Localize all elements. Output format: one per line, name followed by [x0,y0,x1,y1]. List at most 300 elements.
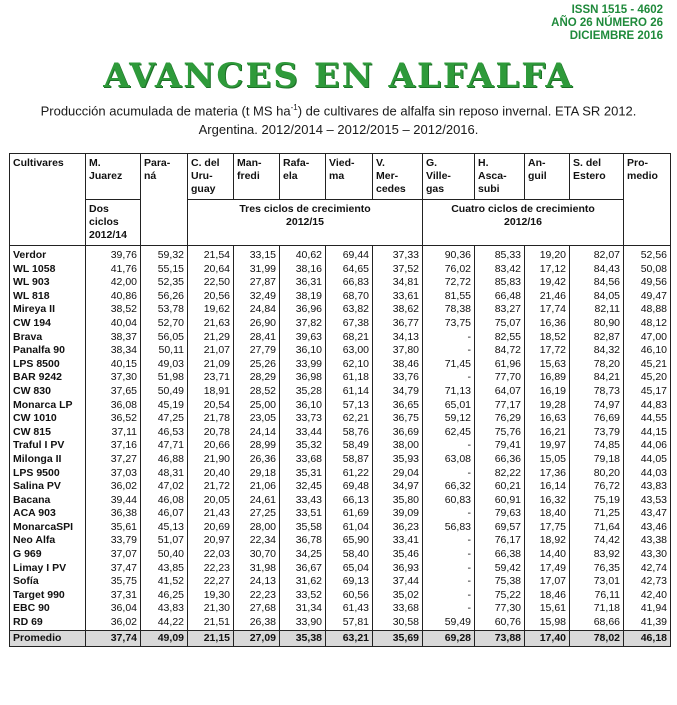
cultivar-name: Brava [10,331,86,345]
table-cell: 74,42 [570,534,624,548]
table-row [10,562,671,576]
table-row [10,303,671,317]
table-cell: 49,56 [624,276,671,290]
col-s-del-estero: S. del Estero [570,154,624,200]
table-cell: 19,28 [525,399,570,413]
table-cell: 37,74 [86,630,141,647]
table-header [10,154,671,246]
table-cell: 36,75 [373,412,423,426]
table-cell: 44,55 [624,412,671,426]
table-cell: 82,07 [570,246,624,263]
table-row [10,331,671,345]
table-cell: 27,79 [234,344,280,358]
table-cell: 34,97 [373,480,423,494]
table-cell: 60,83 [423,494,475,508]
table-cell: 79,18 [570,453,624,467]
table-cell: 32,49 [234,290,280,304]
table-cell: 76,72 [570,480,624,494]
table-cell: 41,52 [141,575,188,589]
table-cell: 39,09 [373,507,423,521]
table-cell: 75,76 [475,426,525,440]
table-cell: 38,46 [373,358,423,372]
table-row [10,276,671,290]
date-label: DICIEMBRE 2016 [569,30,663,42]
table-cell: 71,18 [570,602,624,616]
table-cell: 73,01 [570,575,624,589]
table-cell: 46,18 [624,630,671,647]
table-cell: 74,85 [570,439,624,453]
cultivar-name: Limay I PV [10,562,86,576]
table-cell: 25,26 [234,358,280,372]
table-cell: 28,52 [234,385,280,399]
table-cell: 21,29 [188,331,234,345]
table-cell: 21,06 [234,480,280,494]
table-cell: 59,32 [141,246,188,263]
table-cell: 36,52 [86,412,141,426]
table-cell: 32,45 [280,480,326,494]
table-cell: 82,22 [475,467,525,481]
table-cell: 17,72 [525,344,570,358]
table-cell: 46,10 [624,344,671,358]
table-cell: 18,46 [525,589,570,603]
table-cell: 36,96 [280,303,326,317]
cultivar-name: Bacana [10,494,86,508]
table-cell: 19,62 [188,303,234,317]
table-cell: 16,63 [525,412,570,426]
table-cell: 37,31 [86,589,141,603]
table-cell: 20,69 [188,521,234,535]
table-cell: 28,29 [234,371,280,385]
table-cell: 16,21 [525,426,570,440]
table-cell: 46,25 [141,589,188,603]
table-cell: - [423,562,475,576]
table-cell: 60,76 [475,616,525,630]
table-cell: 66,32 [423,480,475,494]
table-cell: 36,10 [280,344,326,358]
publication-title: AVANCES EN ALFALFA [103,56,574,96]
table-cell: 60,91 [475,494,525,508]
table-cell: 36,67 [280,562,326,576]
table-cell: 22,23 [234,589,280,603]
table-cell: 35,75 [86,575,141,589]
table-cell: 33,79 [86,534,141,548]
table-cell: 43,83 [141,602,188,616]
table-cell: 63,00 [326,344,373,358]
table-cell: 78,38 [423,303,475,317]
cultivar-name: CW 1010 [10,412,86,426]
table-cell: 77,17 [475,399,525,413]
table-cell: 61,69 [326,507,373,521]
table-cell: 52,35 [141,276,188,290]
table-cell: 21,72 [188,480,234,494]
table-cell: 45,13 [141,521,188,535]
table-cell: 17,07 [525,575,570,589]
table-cell: 24,14 [234,426,280,440]
table-row [10,467,671,481]
table-cell: 77,30 [475,602,525,616]
table-cell: 82,87 [570,331,624,345]
table-row [10,453,671,467]
table-cell: 18,52 [525,331,570,345]
table-cell: 31,34 [280,602,326,616]
table-cell: 44,22 [141,616,188,630]
table-cell: 73,88 [475,630,525,647]
table-cell: 28,99 [234,439,280,453]
table-cell: 37,27 [86,453,141,467]
table-cell: 16,19 [525,385,570,399]
table-cell: 40,04 [86,317,141,331]
masthead-info [551,4,663,43]
table-cell: 20,56 [188,290,234,304]
subheader-tres-ciclos: Tres ciclos de crecimiento 2012/15 [188,200,423,246]
table-cell: 31,99 [234,263,280,277]
table-cell: 21,78 [188,412,234,426]
table-cell: 46,07 [141,507,188,521]
table-cell: 38,37 [86,331,141,345]
table-cell: 36,04 [86,602,141,616]
caption-text-a: Producción acumulada de materia (t MS ha [40,103,291,119]
table-cell: 74,97 [570,399,624,413]
table-cell: 56,83 [423,521,475,535]
table-cell: - [423,331,475,345]
table-body [10,246,671,647]
table-cell: 38,52 [86,303,141,317]
table-row [10,358,671,372]
col-m-juarez: M. Juarez [86,154,141,200]
table-cell: 23,05 [234,412,280,426]
table-cell: 18,40 [525,507,570,521]
subheader-cuatro-ciclos: Cuatro ciclos de crecimiento 2012/16 [423,200,624,246]
table-cell: 33,15 [234,246,280,263]
header-row [10,154,671,200]
table-cell: 75,19 [570,494,624,508]
table-cell: 16,14 [525,480,570,494]
table-cell: 29,04 [373,467,423,481]
table-cell: 42,00 [86,276,141,290]
table-cell: 20,66 [188,439,234,453]
table-cell: 36,98 [280,371,326,385]
table-cell: 28,00 [234,521,280,535]
table-row [10,290,671,304]
table-cell: 49,47 [624,290,671,304]
table-cell: 15,05 [525,453,570,467]
table-cell: - [423,534,475,548]
table-cell: 33,52 [280,589,326,603]
table-caption [8,98,669,139]
table-cell: - [423,575,475,589]
table-cell: 33,76 [373,371,423,385]
table-cell: 27,25 [234,507,280,521]
table-cell: 41,76 [86,263,141,277]
table-row [10,548,671,562]
table-cell: 37,30 [86,371,141,385]
table-cell: 79,41 [475,439,525,453]
table-cell: 36,10 [280,399,326,413]
table-cell: 61,96 [475,358,525,372]
table-cell: 84,21 [570,371,624,385]
caption-superscript: -1 [290,103,298,112]
table-cell: 36,69 [373,426,423,440]
cultivar-name: Monarca LP [10,399,86,413]
cultivar-name: MonarcaSPI [10,521,86,535]
cultivar-name: Verdor [10,246,86,263]
table-cell: 35,46 [373,548,423,562]
table-cell: - [423,507,475,521]
table-cell: 33,51 [280,507,326,521]
table-cell: 61,18 [326,371,373,385]
table-row [10,412,671,426]
table-cell: 33,73 [280,412,326,426]
table-cell: 44,83 [624,399,671,413]
table-cell: 38,00 [373,439,423,453]
table-cell: 27,68 [234,602,280,616]
table-row [10,534,671,548]
table-cell: 21,51 [188,616,234,630]
table-cell: 22,03 [188,548,234,562]
table-cell: 51,07 [141,534,188,548]
caption-line-2: Argentina. 2012/2014 – 2012/2015 – 2012/2016. [198,122,479,138]
table-cell: 76,17 [475,534,525,548]
cultivar-name: Sofía [10,575,86,589]
table-cell: 20,97 [188,534,234,548]
subheader-dos-ciclos: Dos ciclos 2012/14 [86,200,141,246]
table-cell: 43,46 [624,521,671,535]
cultivar-name: G 969 [10,548,86,562]
caption-text-b: ) de cultivares de alfalfa sin reposo invernal. ETA SR 2012. [297,103,637,119]
table-cell: 59,42 [475,562,525,576]
cultivar-name: WL 818 [10,290,86,304]
table-cell: 59,12 [423,412,475,426]
table-cell: 33,90 [280,616,326,630]
table-cell: 40,15 [86,358,141,372]
table-cell: 21,30 [188,602,234,616]
table-cell: 18,92 [525,534,570,548]
table-cell: 62,21 [326,412,373,426]
table-cell: - [423,467,475,481]
table-cell: 50,49 [141,385,188,399]
table-cell: 21,90 [188,453,234,467]
table-cell: 26,36 [234,453,280,467]
table-cell: 84,05 [570,290,624,304]
table-cell: 37,16 [86,439,141,453]
table-cell: 17,75 [525,521,570,535]
table-cell: 51,98 [141,371,188,385]
table-cell: 45,21 [624,358,671,372]
table-cell: 48,31 [141,467,188,481]
table-cell: 37,33 [373,246,423,263]
table-cell: 28,41 [234,331,280,345]
table-cell: 19,30 [188,589,234,603]
table-row [10,399,671,413]
table-cell: 33,68 [373,602,423,616]
table-cell: 45,20 [624,371,671,385]
table-cell: 16,36 [525,317,570,331]
table-cell: 22,27 [188,575,234,589]
table-cell: 61,14 [326,385,373,399]
subheader-row [10,200,671,246]
table-cell: 17,12 [525,263,570,277]
table-cell: 39,44 [86,494,141,508]
table-cell: 68,66 [570,616,624,630]
table-cell: 69,13 [326,575,373,589]
table-cell: 37,47 [86,562,141,576]
col-cultivares: Cultivares [10,154,86,246]
table-cell: 34,79 [373,385,423,399]
table-cell: 24,61 [234,494,280,508]
table-cell: 60,56 [326,589,373,603]
table-cell: 31,98 [234,562,280,576]
table-cell: 69,28 [423,630,475,647]
table-cell: 43,83 [624,480,671,494]
table-cell: 38,34 [86,344,141,358]
table-cell: 48,12 [624,317,671,331]
table-cell: 52,56 [624,246,671,263]
table-cell: 38,19 [280,290,326,304]
production-table [9,153,671,647]
cultivar-name: RD 69 [10,616,86,630]
table-cell: 61,04 [326,521,373,535]
table-cell: 47,02 [141,480,188,494]
table-cell: 56,26 [141,290,188,304]
table-cell: 83,27 [475,303,525,317]
table-cell: 36,78 [280,534,326,548]
table-cell: 76,02 [423,263,475,277]
table-cell: 71,45 [423,358,475,372]
table-cell: 71,13 [423,385,475,399]
table-cell: 20,40 [188,467,234,481]
table-cell: 34,81 [373,276,423,290]
table-cell: 37,80 [373,344,423,358]
table-cell: 30,70 [234,548,280,562]
table-cell: 44,05 [624,453,671,467]
table-cell: 50,11 [141,344,188,358]
table-cell: 66,13 [326,494,373,508]
table-cell: 46,53 [141,426,188,440]
cultivar-name: LPS 9500 [10,467,86,481]
col-anguil: An- guil [525,154,570,200]
table-cell: 47,71 [141,439,188,453]
cultivar-name: Salina PV [10,480,86,494]
table-cell: 84,43 [570,263,624,277]
table-cell: 37,11 [86,426,141,440]
cultivar-name: Promedio [10,630,86,647]
table-cell: 62,10 [326,358,373,372]
table-cell: 31,62 [280,575,326,589]
table-cell: 83,42 [475,263,525,277]
table-cell: 57,13 [326,399,373,413]
table-row [10,616,671,630]
table-cell: 64,07 [475,385,525,399]
table-cell: 33,44 [280,426,326,440]
table-cell: 44,03 [624,467,671,481]
cultivar-name: Neo Alfa [10,534,86,548]
table-cell: 36,93 [373,562,423,576]
table-cell: 49,03 [141,358,188,372]
table-cell: 17,74 [525,303,570,317]
table-cell: 17,36 [525,467,570,481]
table-cell: 81,55 [423,290,475,304]
table-cell: 66,36 [475,453,525,467]
table-cell: 36,02 [86,616,141,630]
table-cell: 15,63 [525,358,570,372]
issue-label: AÑO 26 NÚMERO 26 [551,17,663,29]
cultivar-name: CW 194 [10,317,86,331]
cultivar-name: LPS 8500 [10,358,86,372]
table-row [10,521,671,535]
table-cell: 73,75 [423,317,475,331]
table-cell: 39,63 [280,331,326,345]
table-cell: 26,38 [234,616,280,630]
table-cell: 60,21 [475,480,525,494]
table-cell: 34,25 [280,548,326,562]
table-cell: 16,89 [525,371,570,385]
table-cell: 27,87 [234,276,280,290]
table-cell: 61,43 [326,602,373,616]
table-cell: 62,45 [423,426,475,440]
table-cell: 20,05 [188,494,234,508]
table-cell: 49,09 [141,630,188,647]
table-cell: - [423,589,475,603]
table-cell: - [423,439,475,453]
table-cell: 15,98 [525,616,570,630]
table-cell: 16,32 [525,494,570,508]
table-cell: 35,38 [280,630,326,647]
col-rafaela: Rafa- ela [280,154,326,200]
col-promedio: Pro- medio [624,154,671,246]
table-cell: 36,31 [280,276,326,290]
table-cell: 42,74 [624,562,671,576]
table-cell: 79,63 [475,507,525,521]
table-cell: 18,91 [188,385,234,399]
col-c-del-uruguay: C. del Uru- guay [188,154,234,200]
table-row [10,385,671,399]
table-cell: 43,38 [624,534,671,548]
table-cell: 38,16 [280,263,326,277]
table-cell: 35,02 [373,589,423,603]
table-cell: 22,23 [188,562,234,576]
table-cell: 69,44 [326,246,373,263]
table-row [10,317,671,331]
col-viedma: Vied- ma [326,154,373,200]
table-cell: 68,70 [326,290,373,304]
table-cell: 43,47 [624,507,671,521]
table-cell: 21,46 [525,290,570,304]
table-cell: 21,43 [188,507,234,521]
table-row [10,263,671,277]
table-cell: 23,71 [188,371,234,385]
table-cell: 38,62 [373,303,423,317]
table-cell: 37,52 [373,263,423,277]
table-cell: 80,20 [570,467,624,481]
table-cell: 35,58 [280,521,326,535]
table-cell: 39,76 [86,246,141,263]
table-cell: 65,01 [423,399,475,413]
table-cell: 26,90 [234,317,280,331]
col-h-ascasubi: H. Asca- subi [475,154,525,200]
table-cell: 61,22 [326,467,373,481]
table-cell: 84,72 [475,344,525,358]
table-cell: - [423,602,475,616]
table-row [10,371,671,385]
table-cell: 33,43 [280,494,326,508]
col-manfredi: Man- fredi [234,154,280,200]
table-cell: 35,28 [280,385,326,399]
table-cell: 46,88 [141,453,188,467]
table-cell: 20,64 [188,263,234,277]
table-cell: 40,62 [280,246,326,263]
table-cell: 37,82 [280,317,326,331]
table-cell: 15,61 [525,602,570,616]
